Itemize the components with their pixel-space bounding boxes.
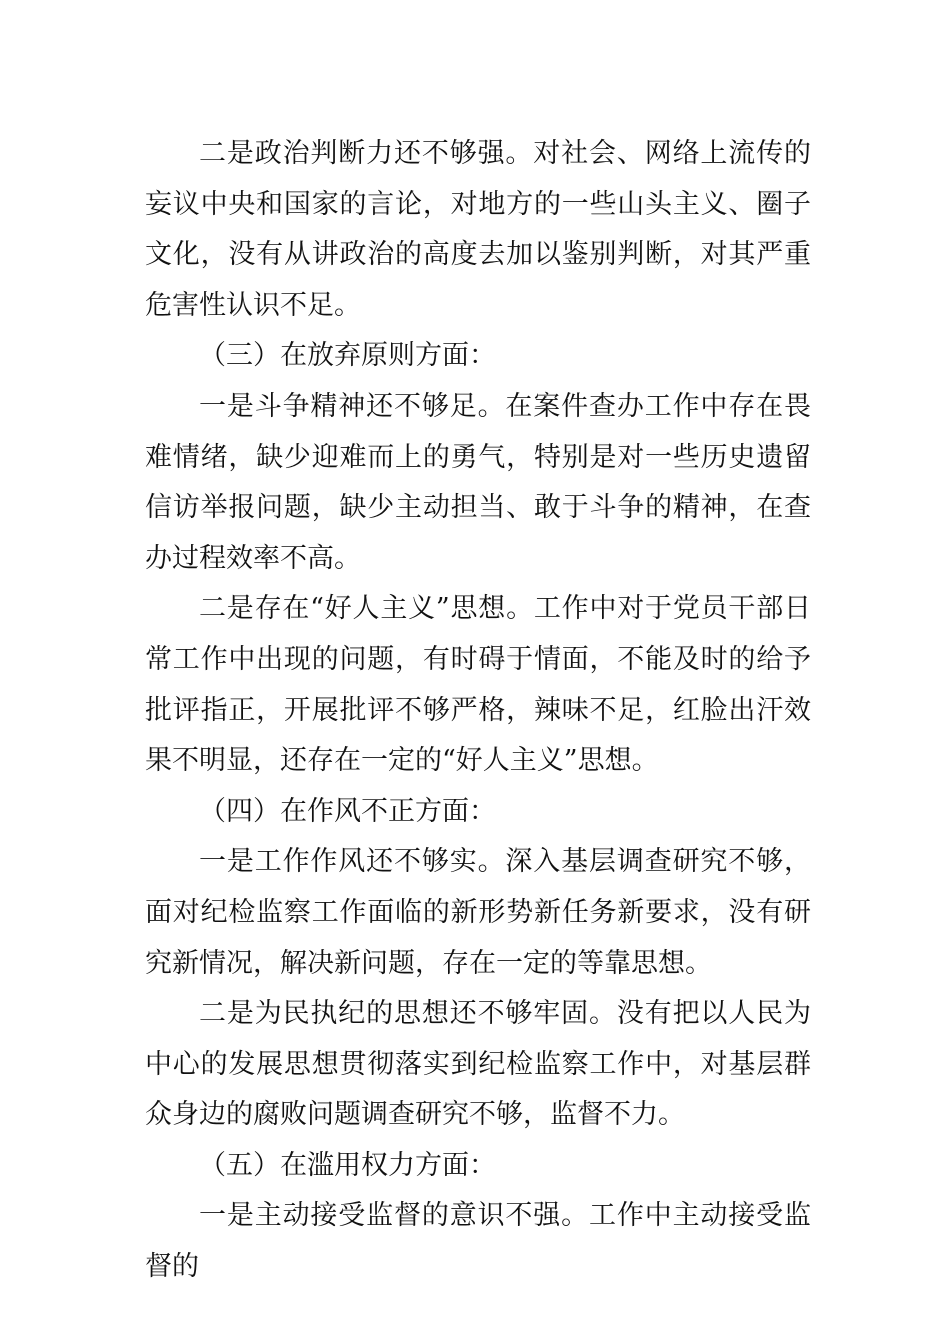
paragraph-work-style: 一是工作作风还不够实。深入基层调查研究不够，面对纪检监察工作面临的新形势新任务新要求，没有研究新情况，解决新问题，存在一定的等靠思想。 <box>145 846 811 979</box>
paragraph-political-judgment: 二是政治判断力还不够强。对社会、网络上流传的妄议中央和国家的言论，对地方的一些山头主义、圈子文化，没有从讲政治的高度去加以鉴别判断，对其严重危害性认识不足。 <box>145 138 811 321</box>
paragraph-supervision: 一是主动接受监督的意识不强。工作中主动接受监督的 <box>145 1200 811 1283</box>
paragraph-people-centered: 二是为民执纪的思想还不够牢固。没有把以人民为中心的发展思想贯彻落实到纪检监察工作中，对基层群众身边的腐败问题调查研究不够，监督不力。 <box>145 998 811 1131</box>
section-heading-4: （四）在作风不正方面： <box>199 795 496 827</box>
section-heading-5: （五）在滥用权力方面： <box>199 1149 496 1181</box>
paragraph-fighting-spirit: 一是斗争精神还不够足。在案件查办工作中存在畏难情绪，缺少迎难而上的勇气，特别是对一些历史遗留信访举报问题，缺少主动担当、敢于斗争的精神，在查办过程效率不高。 <box>145 390 811 574</box>
document-body <box>145 129 811 1293</box>
section-heading-3: （三）在放弃原则方面： <box>199 340 496 372</box>
paragraph-good-person-ism: 二是存在“好人主义”思想。工作中对于党员干部日常工作中出现的问题，有时碍于情面，不能及时的给予批评指正，开展批评不够严格，辣味不足，红脸出汗效果不明显，还存在一定的“好人主义”思想。 <box>145 593 811 777</box>
